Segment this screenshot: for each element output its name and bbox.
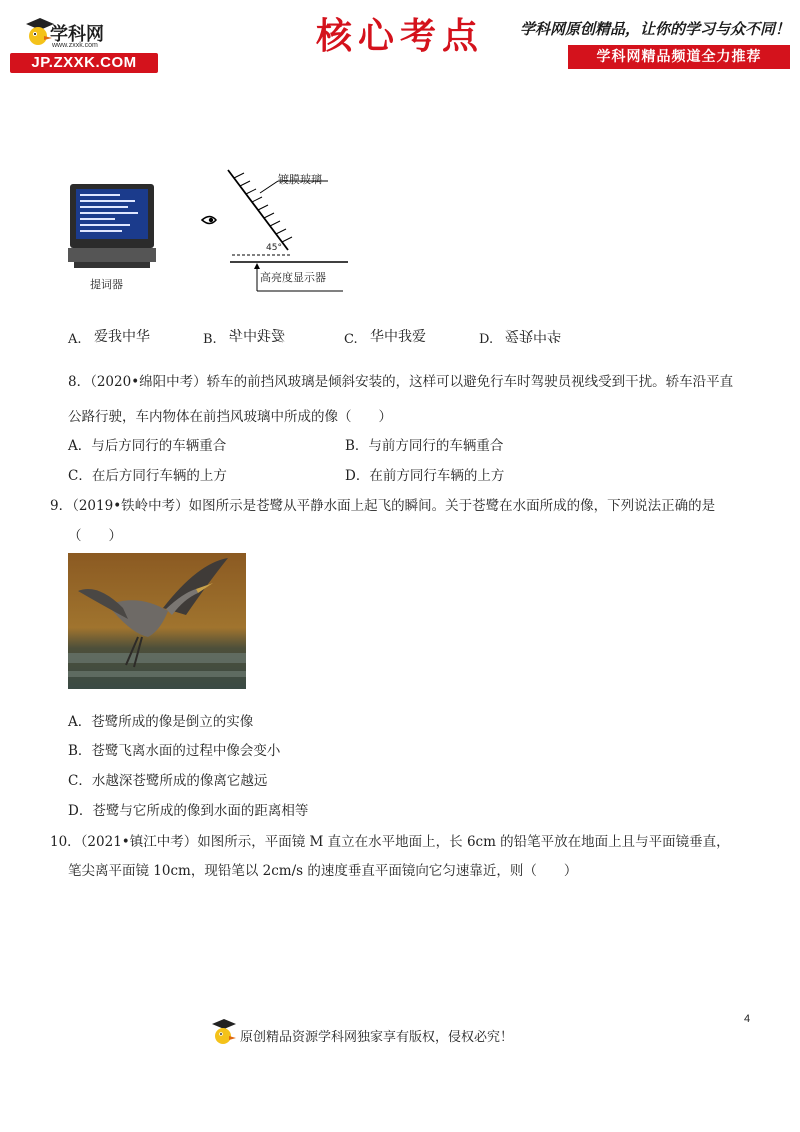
heron-photo bbox=[68, 553, 246, 689]
copyright-notice: 原创精品资源学科网独家享有版权，侵权必究！ bbox=[240, 1030, 514, 1045]
page-number: 4 bbox=[744, 1013, 751, 1025]
q9-option-c[interactable]: C．水越深苍鹭所成的像离它越远 bbox=[68, 773, 268, 789]
q8-option-b[interactable]: B．与前方同行的车辆重合 bbox=[345, 438, 504, 454]
option-b-text: 爱我中华 bbox=[229, 329, 285, 345]
q9-option-d[interactable]: D．苍鹭与它所成的像到水面的距离相等 bbox=[68, 803, 309, 819]
slogan: 学科网原创精品，让你的学习与众不同！ bbox=[520, 20, 791, 38]
logo-url-bar bbox=[10, 53, 158, 73]
option-c-letter: C. bbox=[344, 332, 358, 347]
option-c-text: 华中我爱 bbox=[370, 329, 426, 345]
logo-url-small: www.zxxk.com bbox=[52, 42, 98, 49]
option-d-text: 爱我中华 bbox=[505, 327, 561, 343]
option-a-letter: A. bbox=[68, 332, 82, 347]
option-d-letter: D. bbox=[479, 332, 494, 347]
q9-option-b[interactable]: B．苍鹭飞离水面的过程中像会变小 bbox=[68, 743, 281, 759]
q8-option-d[interactable]: D．在前方同行车辆的上方 bbox=[345, 468, 505, 484]
prompter-label: 提词器 bbox=[90, 278, 123, 291]
q10-line2: 笔尖离平面镜 10cm，现铅笔以 2cm/s 的速度垂直平面镜向它匀速靠近，则（ ） bbox=[68, 863, 578, 879]
q8-line2: 公路行驶，车内物体在前挡风玻璃中所成的像（ ） bbox=[68, 409, 392, 425]
q8-line1: 8．（2020•绵阳中考）轿车的前挡风玻璃是倾斜安装的，这样可以避免行车时驾驶员视线受到干扰。轿车沿平直 bbox=[68, 374, 734, 390]
angle-label: 45° bbox=[266, 243, 282, 253]
option-a-text: 爱我中华 bbox=[94, 329, 150, 345]
logo-url: JP.ZXXK.COM bbox=[31, 54, 137, 71]
mirror-diagram bbox=[200, 165, 360, 295]
q8-option-c[interactable]: C．在后方同行车辆的上方 bbox=[68, 468, 227, 484]
slogan-banner-text: 学科网精品频道全力推荐 bbox=[596, 49, 762, 65]
display-label: 高亮度显示器 bbox=[260, 271, 326, 284]
site-logo[interactable] bbox=[10, 14, 160, 74]
mascot-icon bbox=[210, 1018, 238, 1048]
option-b-letter: B. bbox=[203, 332, 217, 347]
logo-name: 学科网 bbox=[50, 24, 104, 44]
q9-option-a[interactable]: A．苍鹭所成的像是倒立的实像 bbox=[68, 714, 254, 730]
page-title: 核心考点 bbox=[315, 16, 484, 57]
q9-line1: 9．（2019•铁岭中考）如图所示是苍鹭从平静水面上起飞的瞬间。关于苍鹭在水面所成的像，下列说法正确的是 bbox=[50, 498, 716, 514]
footer bbox=[200, 1018, 600, 1048]
prompter-figure bbox=[68, 180, 158, 295]
q10-line1: 10．（2021•镇江中考）如图所示，平面镜 M 直立在水平地面上，长 6cm 的铅笔平放在地面上且与平面镜垂直， bbox=[50, 834, 730, 850]
slogan-banner bbox=[568, 45, 790, 69]
q9-line2: （ ） bbox=[68, 528, 122, 544]
q8-option-a[interactable]: A．与后方同行的车辆重合 bbox=[68, 438, 227, 454]
heron-image bbox=[68, 553, 246, 689]
mirror-label: 镀膜玻璃 bbox=[278, 173, 322, 186]
